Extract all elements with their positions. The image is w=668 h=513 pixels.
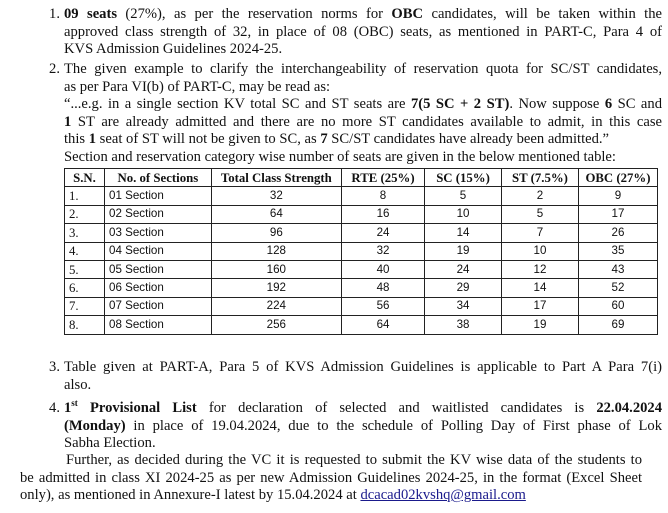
table-cell: 64	[341, 316, 424, 334]
item-text: The given example to clarify the interchangeability of reservation quota for SC/ST candidates, as per Para VI(b) of PART-C, may be read as: “...e.g. in a single section KV total SC and ST seats are 7(5 SC + 2 ST). Now suppose 6 SC and 1 ST are already admitted and there are no more ST candidates available to admit, in this case this 1 seat of ST will not be given to SC, as 7 SC/ST candidates have already been admitted.” Section and reservation category wise number of seats are given in the below mentioned table:	[64, 61, 662, 165]
column-header: S.N.	[65, 169, 105, 187]
item-number: 2.	[49, 61, 60, 77]
table-cell: 128	[211, 242, 341, 260]
table-cell: 2	[502, 187, 579, 205]
table-cell: 9	[578, 187, 657, 205]
column-header: Total Class Strength	[211, 169, 341, 187]
table-cell: 07 Section	[105, 297, 212, 315]
table-cell: 3.	[65, 224, 105, 242]
table-cell: 1.	[65, 187, 105, 205]
table-cell: 02 Section	[105, 205, 212, 223]
table-cell: 29	[425, 279, 502, 297]
table-cell: 17	[578, 205, 657, 223]
table-cell: 7.	[65, 297, 105, 315]
table-cell: 48	[341, 279, 424, 297]
table-cell: 69	[578, 316, 657, 334]
table-cell: 6.	[65, 279, 105, 297]
table-cell: 60	[578, 297, 657, 315]
table-cell: 256	[211, 316, 341, 334]
example-quote: “...e.g. in a single section KV total SC and ST seats are 7(5 SC + 2 ST). Now suppose 6 SC and	[64, 96, 662, 113]
table-cell: 35	[578, 242, 657, 260]
table-cell: 16	[341, 205, 424, 223]
table-row	[65, 260, 658, 278]
table-row	[65, 224, 658, 242]
table-cell: 38	[425, 316, 502, 334]
table-cell: 24	[425, 260, 502, 278]
table-cell: 4.	[65, 242, 105, 260]
table-cell: 2.	[65, 205, 105, 223]
table-cell: 14	[502, 279, 579, 297]
table-row	[65, 242, 658, 260]
table-cell: 5	[502, 205, 579, 223]
table-cell: 56	[341, 297, 424, 315]
table-cell: 01 Section	[105, 187, 212, 205]
email-link[interactable]: dcacad02kvshq@gmail.com	[360, 487, 526, 504]
table-cell: 64	[211, 205, 341, 223]
column-header: OBC (27%)	[578, 169, 657, 187]
table-cell: 34	[425, 297, 502, 315]
table-cell: 5	[425, 187, 502, 205]
table-row	[65, 279, 658, 297]
column-header: ST (7.5%)	[502, 169, 579, 187]
table-header-row	[65, 169, 658, 187]
table-cell: 14	[425, 224, 502, 242]
column-header: SC (15%)	[425, 169, 502, 187]
table-cell: 08 Section	[105, 316, 212, 334]
table-cell: 8.	[65, 316, 105, 334]
table-cell: 32	[341, 242, 424, 260]
column-header: RTE (25%)	[341, 169, 424, 187]
table-cell: 10	[425, 205, 502, 223]
table-cell: 8	[341, 187, 424, 205]
table-row	[65, 187, 658, 205]
item-text: 1st Provisional List for declaration of selected and waitlisted candidates is 22.04.2024 (Monday) in place of 19.04.2024, due to the schedule of Polling Day of First phase of Lok Sabha Election.	[64, 398, 662, 452]
table-cell: 24	[341, 224, 424, 242]
seat-reservation-table	[64, 168, 658, 335]
table-cell: 32	[211, 187, 341, 205]
table-cell: 26	[578, 224, 657, 242]
table-cell: 05 Section	[105, 260, 212, 278]
item-number: 1.	[49, 6, 60, 22]
item-number: 3.	[49, 359, 60, 375]
table-cell: 224	[211, 297, 341, 315]
table-row	[65, 205, 658, 223]
table-cell: 43	[578, 260, 657, 278]
table-cell: 7	[502, 224, 579, 242]
item-text: 09 seats (27%), as per the reservation norms for OBC candidates, will be taken within the approved class strength of 32, in place of 08 (OBC) seats, as mentioned in PART-C, Para 4 of KVS Admission Guidelines 2024-25.	[64, 6, 662, 58]
table-cell: 04 Section	[105, 242, 212, 260]
table-row	[65, 316, 658, 334]
table-cell: 06 Section	[105, 279, 212, 297]
table-cell: 5.	[65, 260, 105, 278]
item-text: Table given at PART-A, Para 5 of KVS Admission Guidelines is applicable to Part A Para 7(i) also.	[64, 359, 662, 393]
table-cell: 40	[341, 260, 424, 278]
item-number: 4.	[49, 400, 60, 416]
table-body	[65, 187, 658, 334]
table-cell: 96	[211, 224, 341, 242]
table-cell: 52	[578, 279, 657, 297]
table-cell: 12	[502, 260, 579, 278]
table-cell: 160	[211, 260, 341, 278]
table-cell: 19	[425, 242, 502, 260]
table-cell: 10	[502, 242, 579, 260]
table-cell: 03 Section	[105, 224, 212, 242]
column-header: No. of Sections	[105, 169, 212, 187]
table-row	[65, 297, 658, 315]
table-cell: 192	[211, 279, 341, 297]
table-cell: 19	[502, 316, 579, 334]
table-cell: 17	[502, 297, 579, 315]
closing-paragraph: Further, as decided during the VC it is requested to submit the KV wise data of the students to be admitted in class XI 2024-25 as per new Admission Guidelines 2024-25, in the format (Excel Sheet only), as mentioned in Annexure-I latest by 15.04.2024 at dcacad02kvshq@gmail.com	[20, 452, 642, 504]
